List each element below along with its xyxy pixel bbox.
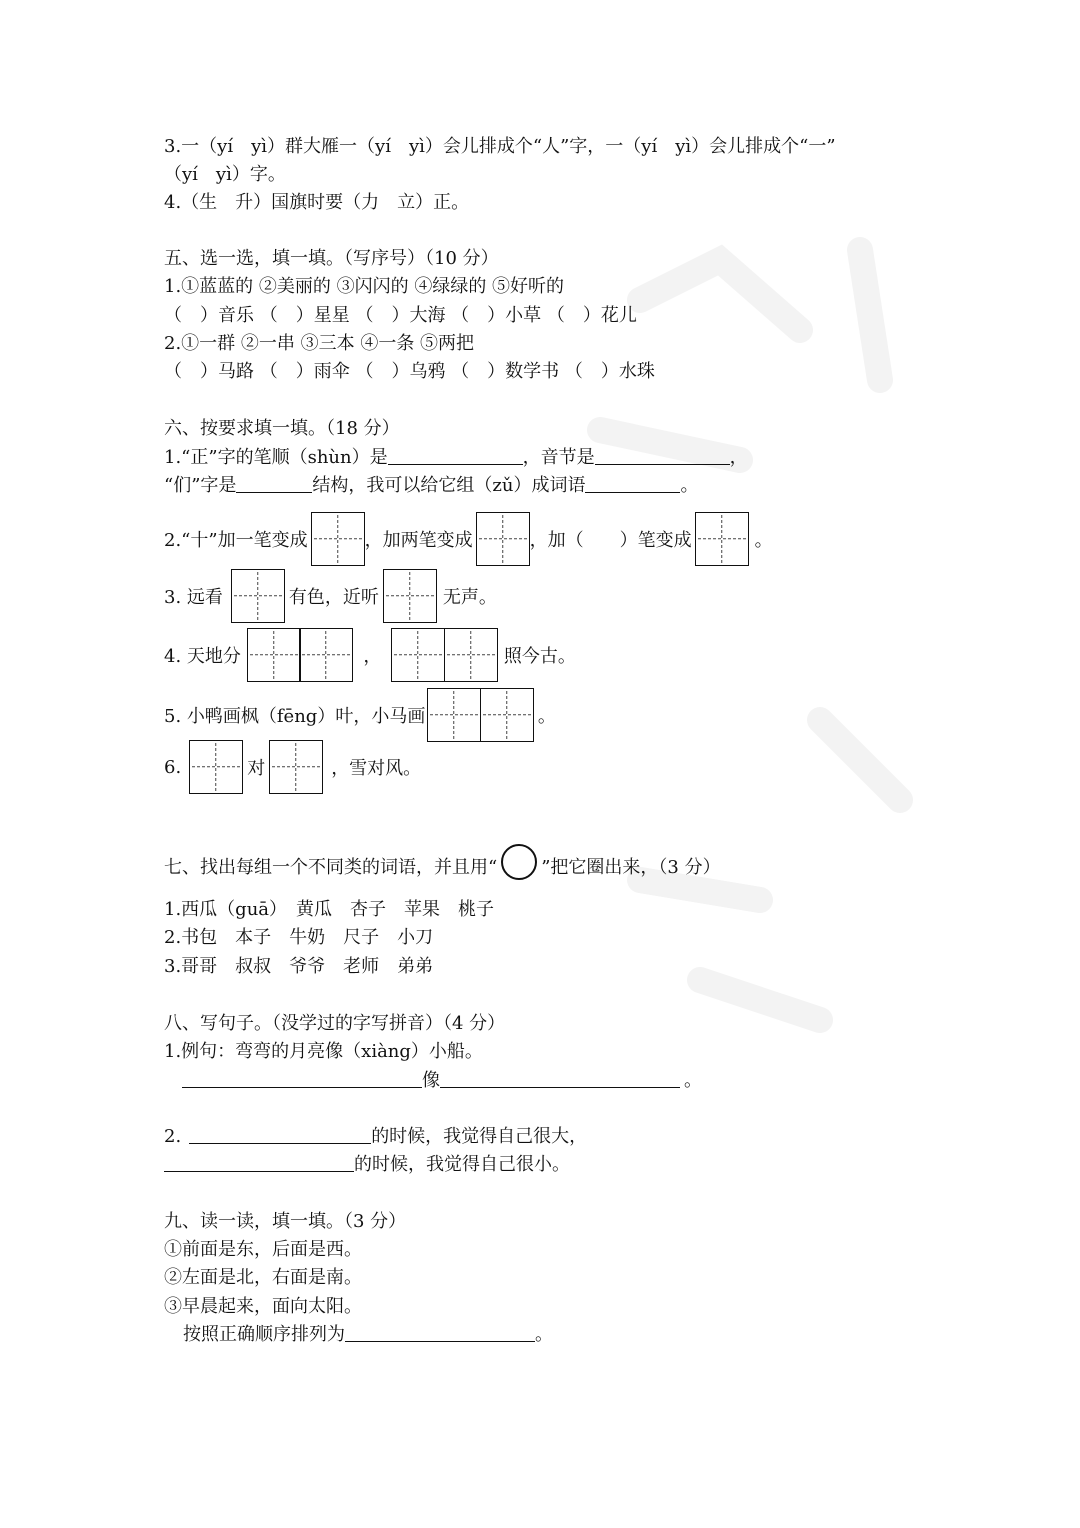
s6-item2: 2.“十”加一笔变成 ，加两笔变成 ，加（ ）笔变成 。	[164, 510, 773, 568]
tianzige-box[interactable]	[391, 628, 445, 682]
answer-blank[interactable]	[189, 1123, 371, 1144]
section8-title: 八、写句子。（没学过的字写拼音）（4 分）	[164, 1013, 506, 1034]
q4-item3-line2: （yí yì）字。	[164, 164, 286, 185]
tianzige-box[interactable]	[383, 569, 437, 623]
s9-item1: ①前面是东，后面是西。	[164, 1239, 362, 1260]
s5-item2-blanks: （ ）马路 （ ）雨伞 （ ）乌鸦 （ ）数学书 （ ）水珠	[164, 361, 655, 382]
tianzige-box[interactable]	[269, 740, 323, 794]
answer-blank[interactable]	[164, 1151, 354, 1172]
circle-icon	[501, 844, 537, 880]
answer-blank[interactable]	[388, 444, 523, 465]
q4-item3-line1: 3.一（yí yì）群大雁一（yí yì）会儿排成个“人”字，一（yí yì）会儿排成个“一”	[164, 136, 836, 157]
s7-item2: 2.书包 本子 牛奶 尺子 小刀	[164, 927, 434, 948]
tianzige-box[interactable]	[299, 628, 353, 682]
q4-item4: 4.（生 升）国旗时要（力 立）正。	[164, 192, 470, 213]
s7-item3: 3.哥哥 叔叔 爷爷 老师 弟弟	[164, 956, 434, 977]
s8-item1-blanks: 像 。	[182, 1067, 702, 1095]
s6-item4: 4. 天地分 ， 照今古。	[164, 626, 576, 684]
answer-blank[interactable]	[595, 444, 730, 465]
s5-item1-options: 1.①蓝蓝的 ②美丽的 ③闪闪的 ④绿绿的 ⑤好听的	[164, 276, 565, 297]
s9-item3: ③早晨起来，面向太阳。	[164, 1296, 362, 1317]
s5-item1-blanks: （ ）音乐 （ ）星星 （ ）大海 （ ）小草 （ ）花儿	[164, 305, 637, 326]
section7-title: 七、找出每组一个不同类的词语，并且用“ ”把它圈出来，（3 分）	[164, 848, 721, 888]
tianzige-box[interactable]	[476, 512, 530, 566]
answer-blank[interactable]	[182, 1067, 422, 1088]
s8-example: 1.例句：弯弯的月亮像（xiàng）小船。	[164, 1041, 483, 1062]
s8-item2-line1: 2. 的时候，我觉得自己很大，	[164, 1123, 587, 1151]
tianzige-box[interactable]	[480, 688, 534, 742]
answer-blank[interactable]	[345, 1321, 535, 1342]
tianzige-box[interactable]	[311, 512, 365, 566]
section6-title: 六、按要求填一填。（18 分）	[164, 418, 400, 439]
answer-blank[interactable]	[585, 472, 680, 493]
tianzige-box[interactable]	[189, 740, 243, 794]
answer-blank[interactable]	[236, 472, 312, 493]
s9-item2: ②左面是北，右面是南。	[164, 1267, 362, 1288]
s6-item5: 5. 小鸭画枫（fēng）叶，小马画 。	[164, 686, 556, 744]
s6-item3: 3. 远看 有色，近听 无声。	[164, 567, 497, 625]
s6-item1-line2: “们”字是 结构，我可以给它组（zǔ）成词语 。	[164, 472, 698, 500]
answer-blank[interactable]	[440, 1067, 680, 1088]
s5-item2-options: 2.①一群 ②一串 ③三本 ④一条 ⑤两把	[164, 333, 475, 354]
tianzige-box[interactable]	[444, 628, 498, 682]
tianzige-box[interactable]	[231, 569, 285, 623]
s9-answer-line: 按照正确顺序排列为 。	[183, 1321, 553, 1349]
section9-title: 九、读一读，填一填。（3 分）	[164, 1211, 407, 1232]
tianzige-box[interactable]	[695, 512, 749, 566]
section5-title: 五、选一选，填一填。（写序号）（10 分）	[164, 248, 499, 269]
s6-item6: 6. 对 ，雪对风。	[164, 738, 421, 796]
s8-item2-line2: 的时候，我觉得自己很小。	[164, 1151, 570, 1179]
s7-item1: 1.西瓜（guā） 黄瓜 杏子 苹果 桃子	[164, 899, 495, 920]
tianzige-box[interactable]	[247, 628, 301, 682]
s6-item1-line1: 1.“正”字的笔顺（shùn）是 ，音节是 ，	[164, 444, 748, 472]
tianzige-box[interactable]	[427, 688, 481, 742]
